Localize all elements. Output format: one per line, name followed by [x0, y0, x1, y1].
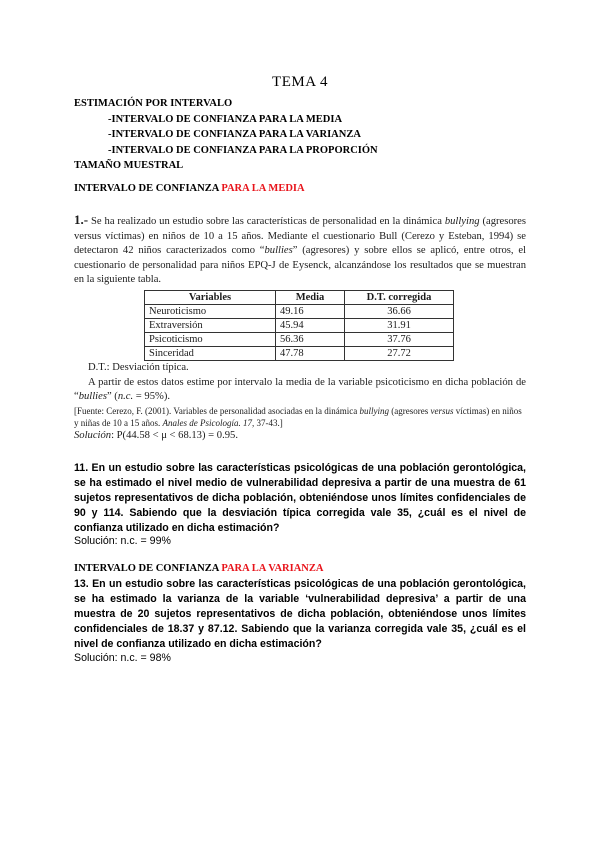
- section-heading-media: INTERVALO DE CONFIANZA PARA LA MEDIA: [74, 183, 305, 194]
- outline-heading-estimacion: ESTIMACIÓN POR INTERVALO: [74, 98, 233, 109]
- problem-11-statement: 11. En un estudio sobre las características psicológicas de una población gerontológica, se ha estimado el nivel medio de vulnerabilidad depresiva a partir de una muestra de 61 sujetos representativos de dicha población, obteniéndose unos límites confidenciales de 90 y 114. Sabiendo que la desviación típica corregida vale 35, ¿cuál es el nivel de confianza utilizado en dicha estimación?: [74, 462, 526, 534]
- problem-1-source: [Fuente: Cerezo, F. (2001). Variables de personalidad asociadas en la dinámica bullying (agresores versus víctimas) en niños y niñas de 10 a 15 años. Anales de Psicología. 17, 37-43.]: [74, 405, 522, 428]
- topic-outline: [74, 96, 378, 174]
- problem-1-scan: [74, 213, 526, 443]
- table-row: Psicoticismo 56.36 37.76: [145, 332, 454, 346]
- problem-1-question: A partir de estos datos estime por intervalo la media de la variable psicoticismo en dicha población de “bullies” (n.c. = 95%).: [74, 376, 526, 403]
- table-header: D.T. corregida: [345, 290, 454, 304]
- outline-item-media: -INTERVALO DE CONFIANZA PARA LA MEDIA: [108, 113, 343, 125]
- problem-11-solution: Solución: n.c. = 99%: [74, 535, 171, 547]
- page-title: TEMA 4: [272, 74, 328, 90]
- outline-item-proporcion: -INTERVALO DE CONFIANZA PARA LA PROPORCIÓN: [108, 144, 378, 156]
- table-row: Sinceridad 47.78 27.72: [145, 346, 454, 360]
- table-footnote: D.T.: Desviación típica.: [88, 361, 189, 373]
- problem-1-solution: Solución: P(44.58 < μ < 68.13) = 0.95.: [74, 429, 238, 441]
- problem-13-solution: Solución: n.c. = 98%: [74, 652, 171, 664]
- section-heading-varianza: INTERVALO DE CONFIANZA PARA LA VARIANZA: [74, 563, 324, 574]
- results-table: [144, 290, 454, 361]
- problem-13-statement: 13. En un estudio sobre las características psicológicas de una población gerontológica, se ha estimado la varianza de la variable ‘vulnerabilidad depresiva’ a partir de una muestra de 20 sujetos representativos de dicha población, obteniéndose unos límites confidenciales de 18.37 y 87.12. Sabiendo que la varianza corregida vale 35, ¿cuál es el nivel de confianza utilizado en dicha estimación?: [74, 578, 526, 650]
- table-header: Media: [276, 290, 345, 304]
- problem-1-statement: 1.- Se ha realizado un estudio sobre las características de personalidad en la dinámica bullying (agresores versus víctimas) en niños de 10 a 15 años. Mediante el cuestionario Bull (Cerezo y Esteban, 1994) se detectaron 42 niños caracterizados como “bullies” (agresores) y sobre ellos se aplicó, entre otros, el cuestionario de personalidad para niños EPQ-J de Eysenck, alcanzándose los resultados que se muestran en la siguiente tabla.: [74, 212, 527, 286]
- outline-heading-tamano: TAMAÑO MUESTRAL: [74, 160, 184, 171]
- section-highlight-varianza: PARA LA VARIANZA: [221, 563, 324, 574]
- table-row: Neuroticismo 49.16 36.66: [145, 304, 454, 318]
- outline-item-varianza: -INTERVALO DE CONFIANZA PARA LA VARIANZA: [108, 129, 361, 140]
- table-header: Variables: [145, 290, 276, 304]
- section-highlight-media: PARA LA MEDIA: [221, 183, 305, 194]
- problem-1-number: 1.-: [74, 212, 89, 227]
- table-row: Extraversión 45.94 31.91: [145, 318, 454, 332]
- table-header-row: [145, 290, 454, 304]
